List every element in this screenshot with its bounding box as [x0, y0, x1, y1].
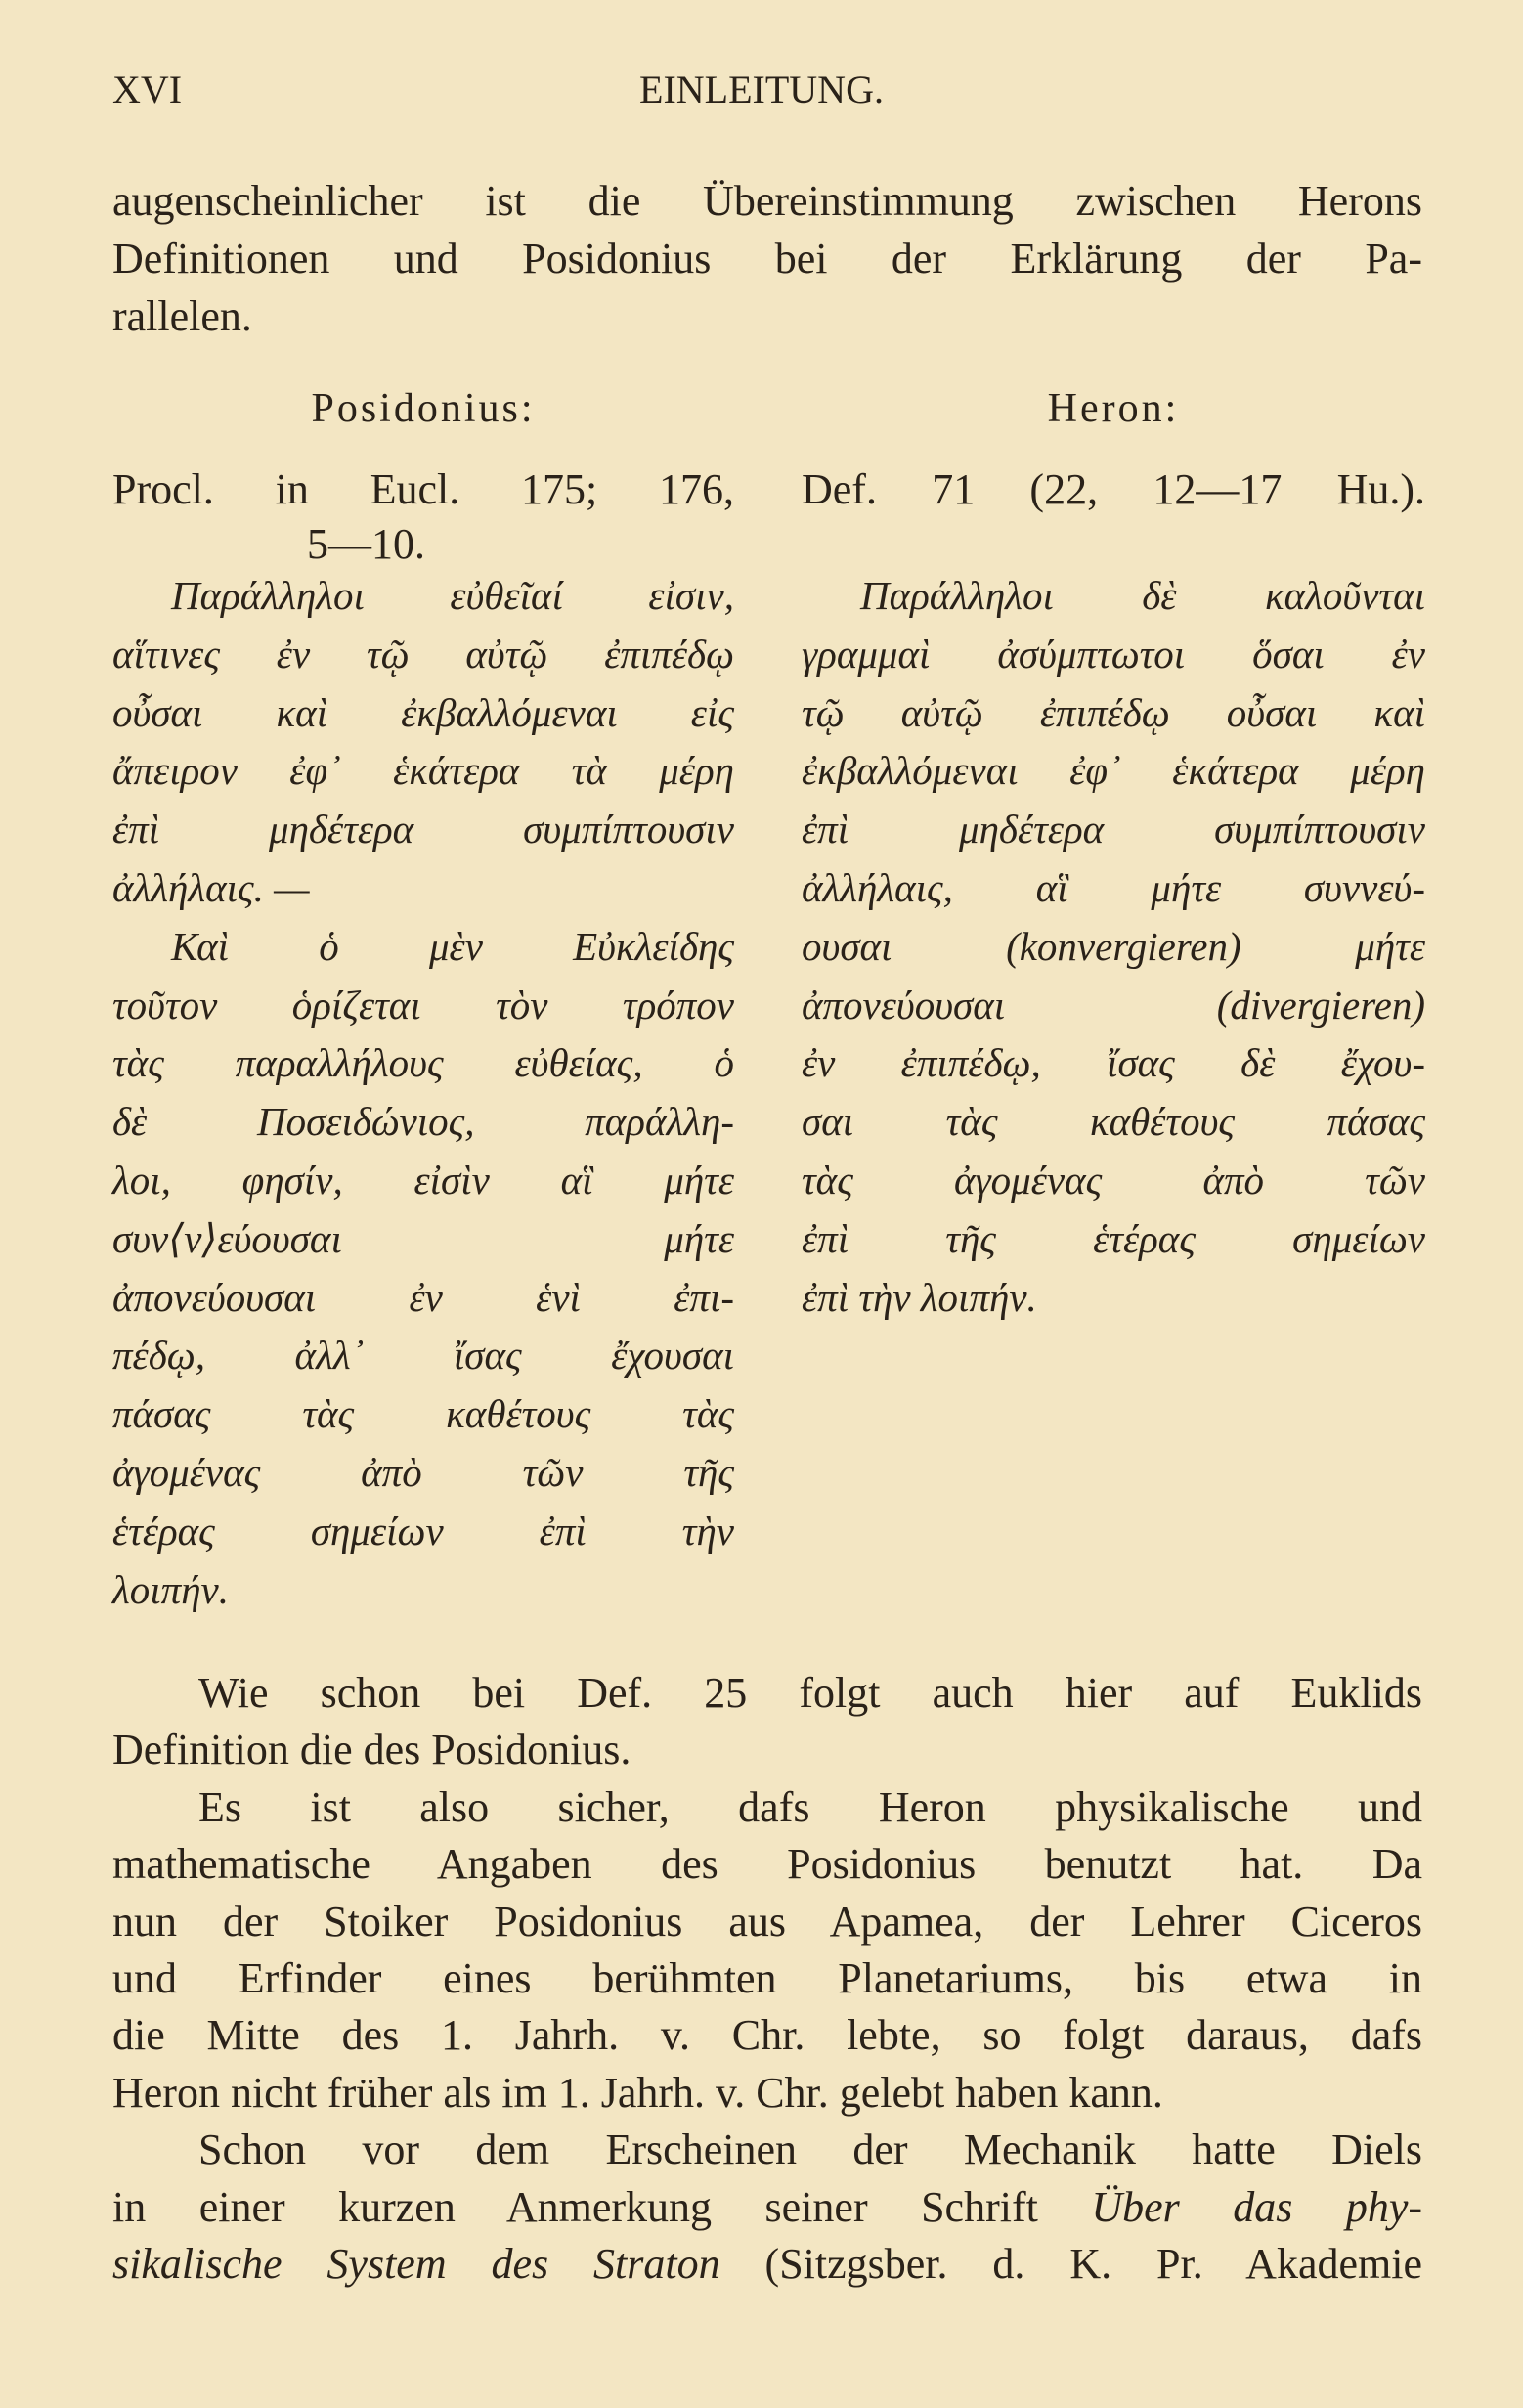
- text-line: [198, 1778, 1422, 1837]
- text-segment: Definition die des Posidonius.: [112, 1726, 631, 1774]
- greek-line: τὰς παραλλήλους εὐθείας, ὁ: [112, 1040, 734, 1086]
- greek-line: ἀγομένας ἀπὸ τῶν τῆς: [112, 1450, 734, 1495]
- text-segment: (Sitzgsber. d. K. Pr. Akademie: [719, 2240, 1422, 2288]
- greek-line: γραμμαὶ ἀσύμπτωτοι ὅσαι ἐν: [802, 631, 1425, 677]
- greek-line: ἐκβαλλόμεναι ἐφ᾽ ἑκάτερα μέρη: [802, 748, 1425, 794]
- greek-line: τῷ αὐτῷ ἐπιπέδῳ οὖσαι καὶ: [802, 689, 1425, 735]
- text-line: [112, 1949, 1422, 2008]
- greek-line: λοι, φησίν, εἰσὶν αἳ μήτε: [112, 1158, 734, 1203]
- right-column-heading: Heron:: [1047, 386, 1180, 431]
- text-segment: nun der Stoiker Posidonius aus Apamea, der Lehrer Ciceros: [112, 1897, 1422, 1946]
- text-segment: in einer kurzen Anmerkung seiner Schrift: [112, 2182, 1092, 2231]
- text-segment: Es ist also sicher, dafs Heron physikalische und: [198, 1782, 1422, 1831]
- greek-line: ἀπονεύουσαι ἐν ἑνὶ ἐπι-: [112, 1274, 734, 1320]
- greek-line: ουσαι (konvergieren) μήτε: [802, 923, 1425, 969]
- greek-line: λοιπήν.: [112, 1566, 229, 1612]
- text-line: [198, 2121, 1422, 2179]
- greek-line: ἀλλήλαις. —: [112, 865, 310, 910]
- text-line: [112, 1721, 1422, 1779]
- text-segment: Heron nicht früher als im 1. Jahrh. v. Chr. gelebt haben kann.: [112, 2068, 1163, 2117]
- left-column-heading: Posidonius:: [311, 386, 536, 431]
- text-line: rallelen.: [112, 292, 252, 340]
- greek-line: ἑτέρας σημείων ἐπὶ τὴν: [112, 1508, 734, 1554]
- text-line: [112, 2064, 1422, 2123]
- text-line: Definitionen und Posidonius bei der Erklärung der Pa-: [112, 235, 1422, 283]
- text-line: [112, 1893, 1422, 1951]
- greek-line: αἵτινες ἐν τῷ αὐτῷ ἐπιπέδῳ: [112, 631, 734, 677]
- text-line: [112, 2178, 1422, 2237]
- page-number: XVI: [112, 67, 183, 111]
- text-segment: mathematische Angaben des Posidonius benutzt hat. Da: [112, 1840, 1422, 1889]
- greek-line: οὖσαι καὶ ἐκβαλλόμεναι εἰς: [112, 689, 734, 735]
- greek-line: τὰς ἀγομένας ἀπὸ τῶν: [802, 1158, 1425, 1203]
- text-segment: Schon vor dem Erscheinen der Mechanik hatte Diels: [198, 2125, 1422, 2174]
- greek-line: ἄπειρον ἐφ᾽ ἑκάτερα τὰ μέρη: [112, 748, 734, 794]
- text-line: augenscheinlicher ist die Übereinstimmung zwischen Herons: [112, 177, 1422, 225]
- right-reference: Def. 71 (22, 12—17 Hu.).: [802, 465, 1425, 513]
- greek-line: δὲ Ποσειδώνιος, παράλλη-: [112, 1099, 734, 1145]
- text-segment: die Mitte des 1. Jahrh. v. Chr. lebte, so folgt daraus, dafs: [112, 2011, 1422, 2060]
- text-segment: und Erfinder eines berühmten Planetariums, bis etwa in: [112, 1954, 1422, 2002]
- greek-line: Καὶ ὁ μὲν Εὐκλείδης: [171, 923, 734, 969]
- greek-line: ἀλλήλαις, αἳ μήτε συννεύ-: [802, 865, 1425, 910]
- left-reference-cont: 5—10.: [307, 520, 425, 568]
- text-line: [112, 1835, 1422, 1894]
- left-reference: Procl. in Eucl. 175; 176,: [112, 465, 734, 513]
- greek-line: πάσας τὰς καθέτους τὰς: [112, 1391, 734, 1437]
- text-segment: Wie schon bei Def. 25 folgt auch hier auf Euklids: [198, 1669, 1422, 1717]
- greek-line: τοῦτον ὁρίζεται τὸν τρόπον: [112, 982, 734, 1028]
- text-line: [198, 1664, 1422, 1723]
- italic-title: Über das phy-: [1091, 2182, 1423, 2231]
- greek-line: πέδῳ, ἀλλ᾽ ἴσας ἔχουσαι: [112, 1333, 734, 1379]
- greek-line: συν⟨ν⟩εύουσαι μήτε: [112, 1215, 734, 1261]
- text-line: [112, 2235, 1422, 2294]
- italic-title: sikalische System des Straton: [112, 2240, 720, 2288]
- greek-line: Παράλληλοι δὲ καλοῦνται: [860, 573, 1425, 618]
- greek-line: ἐπὶ τὴν λοιπήν.: [802, 1274, 1037, 1320]
- greek-line: Παράλληλοι εὐθεῖαί εἰσιν,: [171, 573, 734, 618]
- greek-line: ἀπονεύουσαι (divergieren): [802, 982, 1425, 1028]
- greek-line: ἐπὶ μηδέτερα συμπίπτουσιν: [112, 807, 734, 853]
- greek-line: ἐν ἐπιπέδῳ, ἴσας δὲ ἔχου-: [802, 1040, 1425, 1086]
- greek-line: ἐπὶ τῆς ἑτέρας σημείων: [802, 1215, 1425, 1261]
- greek-line: σαι τὰς καθέτους πάσας: [802, 1099, 1425, 1145]
- greek-line: ἐπὶ μηδέτερα συμπίπτουσιν: [802, 807, 1425, 853]
- text-line: [112, 2006, 1422, 2065]
- running-title: EINLEITUNG.: [639, 67, 884, 111]
